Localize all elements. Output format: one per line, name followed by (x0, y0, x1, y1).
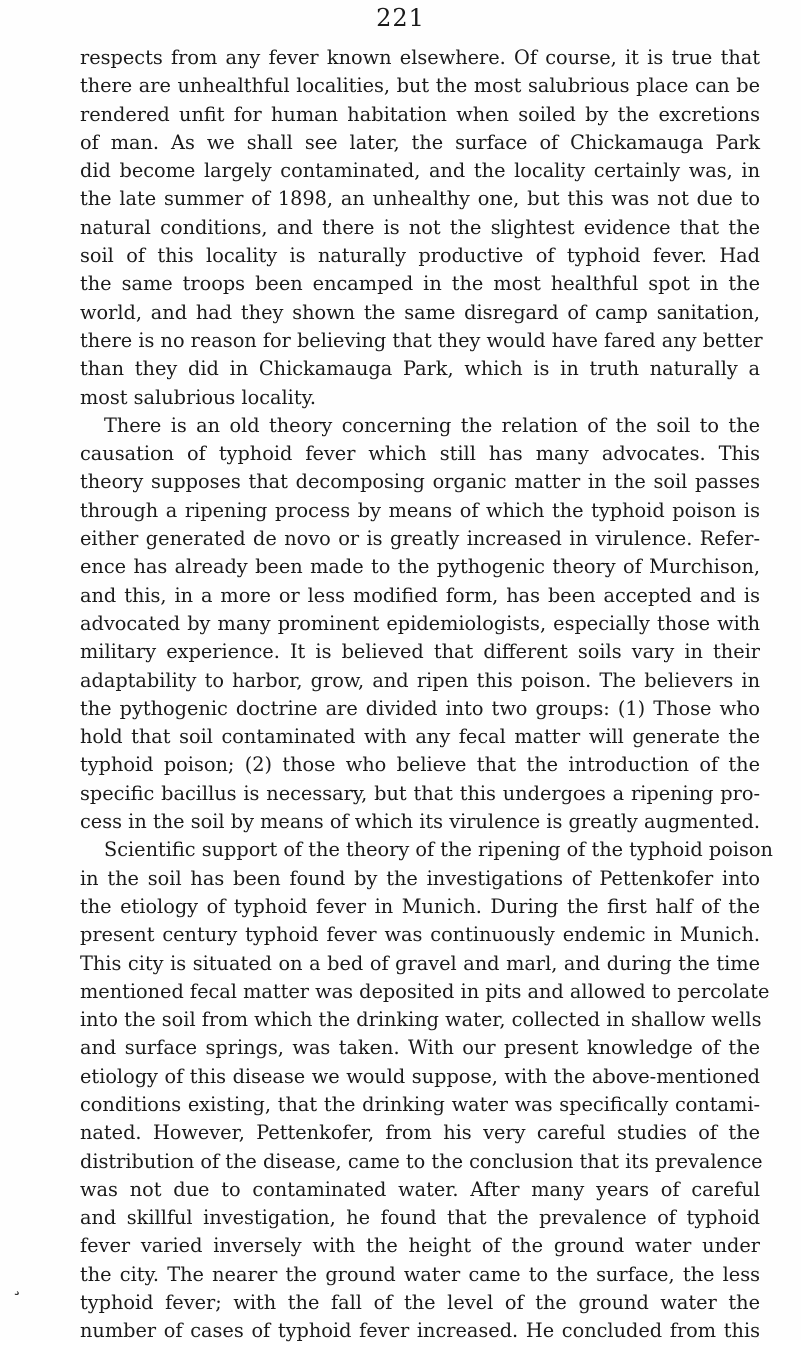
text-line: present century typhoid fever was continuously endemic in Munich. (80, 923, 760, 947)
text-line: etiology of this disease we would suppose, with the above-mentioned (80, 1064, 760, 1088)
text-line: into the soil from which the drinking water, collected in shallow wells (80, 1008, 762, 1032)
text-line: This city is situated on a bed of gravel and marl, and during the time (80, 951, 760, 975)
text-line: adaptability to harbor, grow, and ripen this poison. The believers in (80, 668, 760, 692)
text-line: fever varied inversely with the height of the ground water under (80, 1234, 760, 1258)
text-line: of man. As we shall see later, the surface of Chickamauga Park (80, 130, 760, 154)
text-line: soil of this locality is naturally productive of typhoid fever. Had (80, 244, 760, 268)
text-line: natural conditions, and there is not the slightest evidence that the (80, 215, 760, 239)
text-line: cess in the soil by means of which its virulence is greatly augmented. (80, 810, 760, 834)
text-line: most salubrious locality. (80, 385, 317, 409)
text-line: military experience. It is believed that different soils vary in their (80, 640, 760, 664)
text-line: There is an old theory concerning the relation of the soil to the (104, 413, 760, 437)
text-line: either generated de novo or is greatly increased in virulence. Refer- (80, 527, 760, 551)
text-line: nated. However, Pettenkofer, from his very careful studies of the (80, 1121, 760, 1145)
margin-mark: ¸ (12, 1272, 22, 1296)
text-line: was not due to contaminated water. After many years of careful (80, 1177, 760, 1201)
page-number: 221 (376, 4, 425, 32)
text-line: advocated by many prominent epidemiologists, especially those with (80, 611, 760, 635)
text-line: typhoid fever; with the fall of the level of the ground water the (80, 1291, 760, 1315)
text-line: number of cases of typhoid fever increased. He concluded from this (80, 1319, 760, 1343)
text-line: specific bacillus is necessary, but that this undergoes a ripening pro- (80, 781, 760, 805)
text-line: than they did in Chickamauga Park, which is in truth naturally a (80, 357, 760, 381)
text-line: hold that soil contaminated with any fecal matter will generate the (80, 725, 760, 749)
text-line: and surface springs, was taken. With our present knowledge of the (80, 1036, 760, 1060)
text-line: world, and had they shown the same disregard of camp sanitation, (80, 300, 760, 324)
text-line: theory supposes that decomposing organic matter in the soil passes (80, 470, 760, 494)
text-line: the etiology of typhoid fever in Munich. During the first half of the (80, 894, 760, 918)
text-line: the pythogenic doctrine are divided into two groups: (1) Those who (80, 696, 760, 720)
text-line: and skillful investigation, he found that the prevalence of typhoid (80, 1206, 760, 1230)
text-line: ence has already been made to the pythogenic theory of Murchison, (80, 555, 760, 579)
text-line: conditions existing, that the drinking water was specifically contami- (80, 1092, 760, 1116)
text-line: the late summer of 1898, an unhealthy one, but this was not due to (80, 187, 760, 211)
body-text (80, 44, 773, 1346)
text-line: in the soil has been found by the investigations of Pettenkofer into (80, 866, 760, 890)
text-line: through a ripening process by means of which the typhoid poison is (80, 498, 760, 522)
text-line: the city. The nearer the ground water came to the surface, the less (80, 1262, 760, 1286)
text-line: there are unhealthful localities, but the most salubrious place can be (80, 74, 760, 98)
text-line: causation of typhoid fever which still has many advocates. This (80, 442, 760, 466)
text-line: mentioned fecal matter was deposited in pits and allowed to percolate (80, 979, 770, 1003)
text-line: respects from any fever known elsewhere. Of course, it is true that (80, 46, 760, 69)
text-line: the same troops been encamped in the most healthful spot in the (80, 272, 760, 296)
text-line: did become largely contaminated, and the locality certainly was, in (80, 159, 760, 183)
text-line: typhoid poison; (2) those who believe that the introduction of the (80, 753, 760, 777)
text-line: and this, in a more or less modified form, has been accepted and is (80, 583, 760, 607)
text-line: rendered unfit for human habitation when soiled by the excretions (80, 102, 760, 126)
text-line: Scientific support of the theory of the ripening of the typhoid poison (104, 838, 773, 862)
text-line: there is no reason for believing that they would have fared any better (80, 328, 763, 352)
text-line: distribution of the disease, came to the conclusion that its prevalence (80, 1149, 763, 1173)
